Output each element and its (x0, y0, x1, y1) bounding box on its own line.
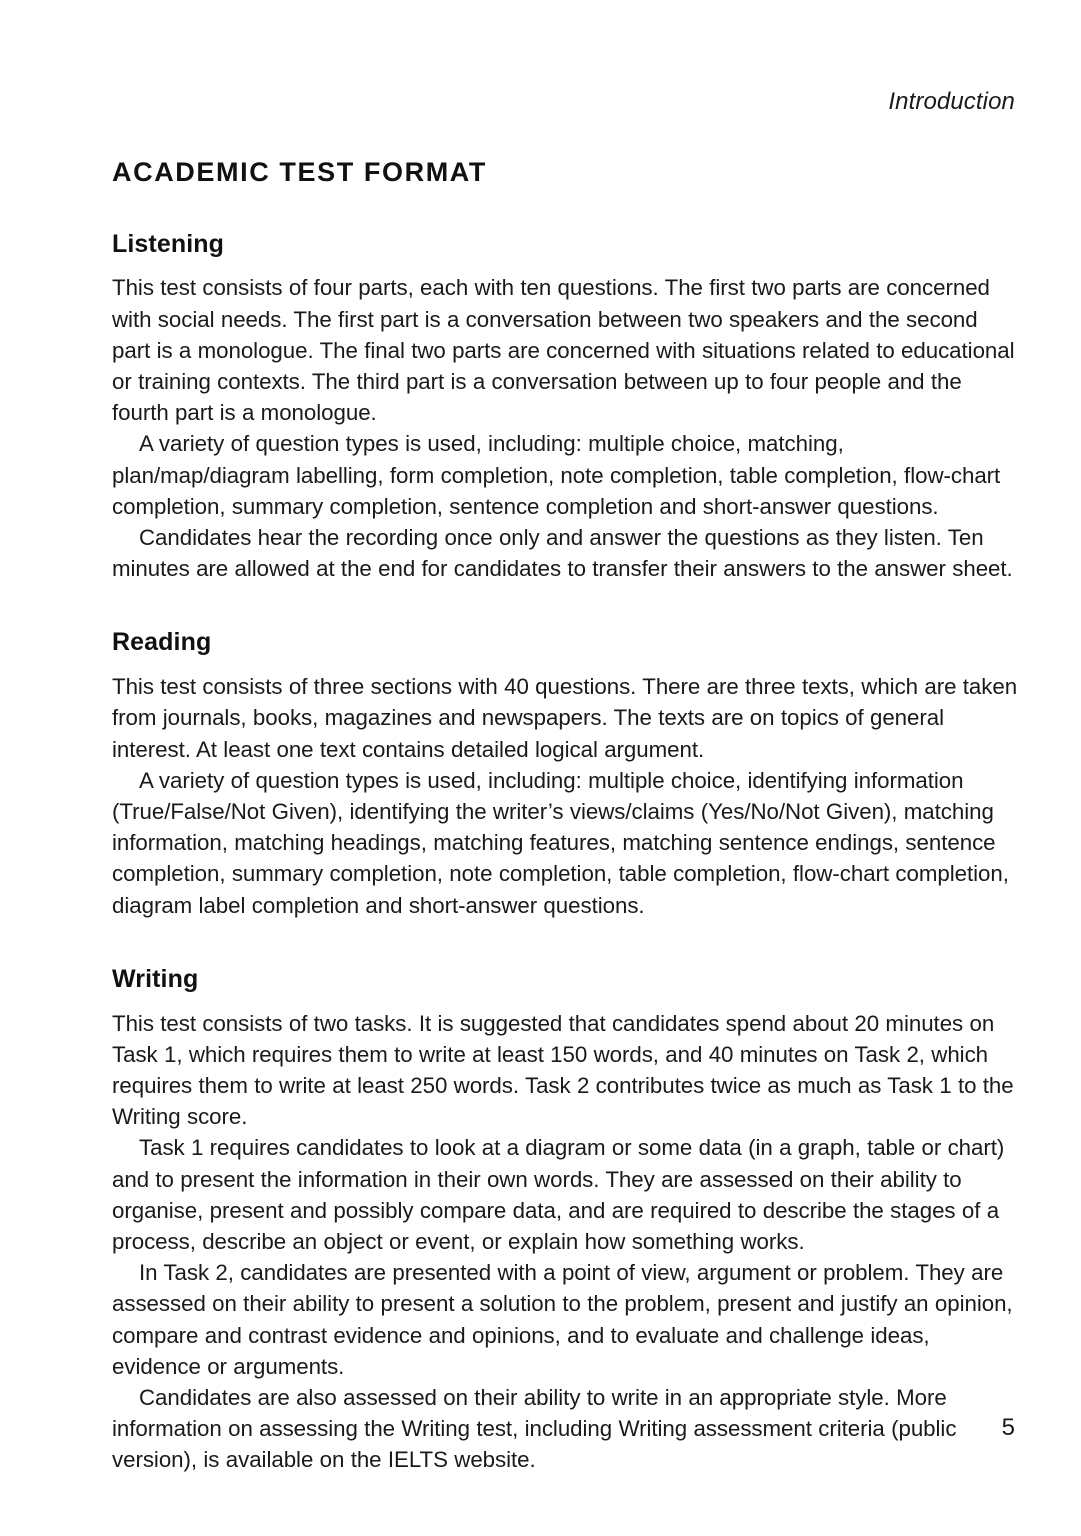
paragraph: Task 1 requires candidates to look at a diagram or some data (in a graph, table or chart) and to present the information in their own words. They are assessed on their ability to organise, present and possibly compare data, and are required to describe the stages of a process, describe an object or event, or explain how something works. (112, 1135, 1005, 1255)
section-reading (112, 628, 1018, 920)
paragraph: A variety of question types is used, including: multiple choice, identifying information (True/False/Not Given), identifying the writer’s views/claims (Yes/No/Not Given), matching information, matching headings, matching features, matching sentence endings, sentence completion, summary completion, note completion, table completion, flow-chart completion, diagram label completion and short-answer questions. (112, 767, 1009, 918)
section-heading-reading: Reading (112, 628, 212, 657)
paragraph: This test consists of two tasks. It is suggested that candidates spend about 20 minutes on Task 1, which requires them to write at least 150 words, and 40 minutes on Task 2, which requires them to write at least 250 words. Task 2 contributes twice as much as Task 1 to the Writing score. (112, 1010, 1014, 1130)
paragraph: This test consists of three sections with 40 questions. There are three texts, which are taken from journals, books, magazines and newspapers. The texts are on topics of general interest. At least one text contains detailed logical argument. (112, 674, 1018, 762)
section-listening (112, 230, 1018, 585)
page-content (112, 158, 1018, 1476)
section-heading-listening: Listening (112, 229, 225, 258)
paragraph: Candidates hear the recording once only and answer the questions as they listen. Ten minutes are allowed at the end for candidates to transfer their answers to the answer sheet. (112, 525, 1013, 582)
spacer (112, 994, 1018, 1008)
page-title: ACADEMIC TEST FORMAT (112, 157, 487, 187)
spacer (112, 657, 1018, 671)
paragraph: In Task 2, candidates are presented with a point of view, argument or problem. They are assessed on their ability to present a solution to the problem, present and justify an opinion, compare and contrast evidence and opinions, and to evaluate and challenge ideas, evidence or arguments. (112, 1260, 1013, 1379)
paragraph: Candidates are also assessed on their ability to write in an appropriate style. More information on assessing the Writing test, including Writing assessment criteria (public version), is available on the IELTS website. (112, 1385, 957, 1473)
section-writing (112, 965, 1018, 1476)
paragraph: This test consists of four parts, each with ten questions. The first two parts are concerned with social needs. The first part is a conversation between two speakers and the second part is a monologue. The final two parts are concerned with situations related to educational or training contexts. The third part is a conversation between up to four people and the fourth part is a monologue. (112, 275, 1015, 426)
running-header: Introduction (888, 88, 1015, 115)
paragraph: A variety of question types is used, including: multiple choice, matching, plan/map/diagram labelling, form completion, note completion, table completion, flow-chart completion, summary completion, sentence completion and short-answer questions. (112, 431, 1001, 519)
page-number: 5 (1001, 1414, 1015, 1441)
spacer (112, 258, 1018, 272)
section-heading-writing: Writing (112, 964, 199, 993)
